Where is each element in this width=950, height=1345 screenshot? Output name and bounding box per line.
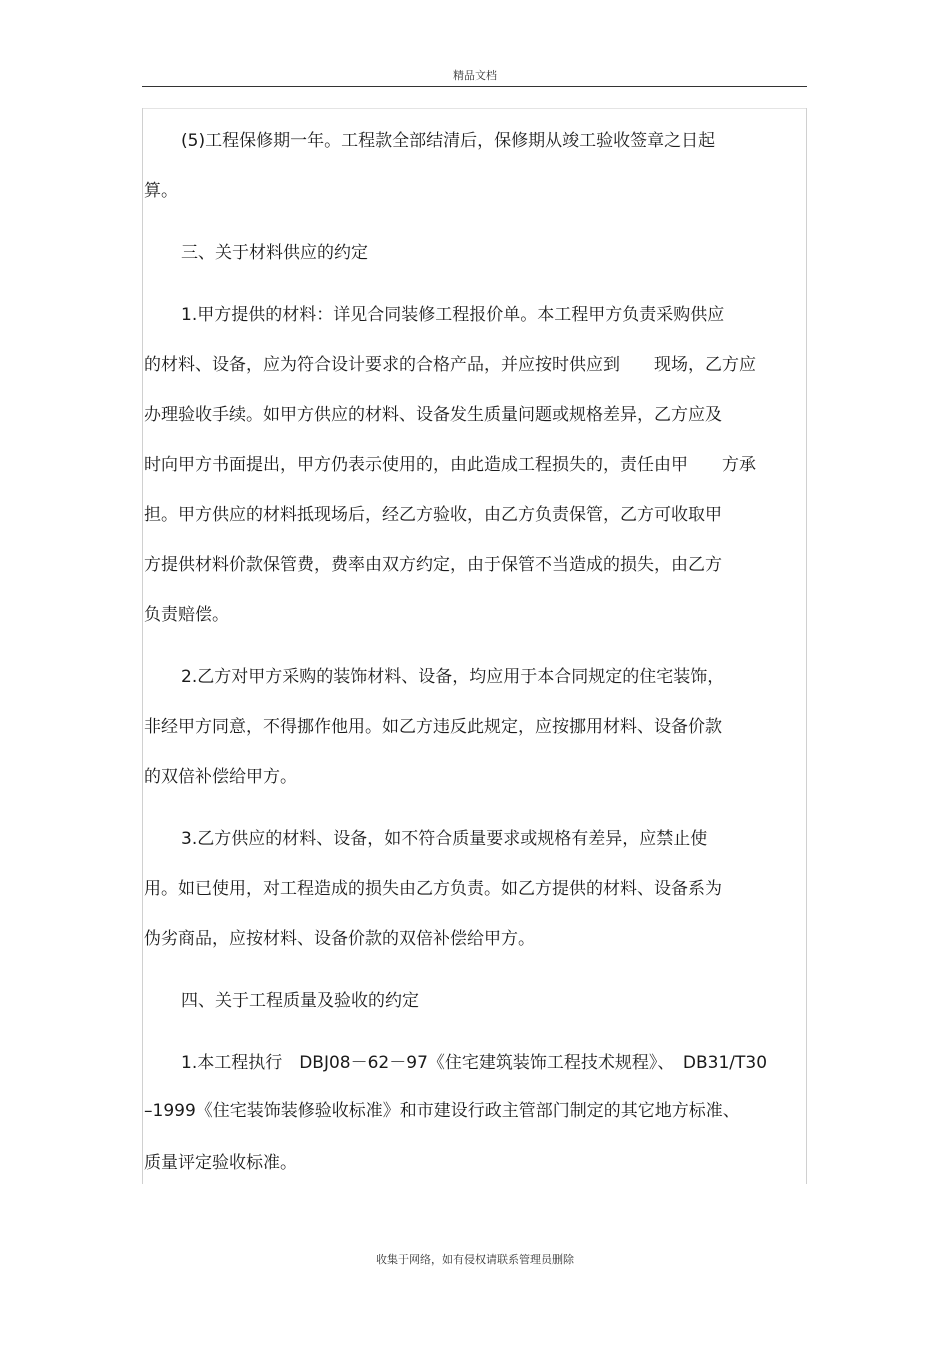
text-line: 1.本工程执行 DBJ08－62－97《住宅建筑装饰工程技术规程》、 DB31/T30	[181, 1053, 768, 1073]
content-frame-left	[142, 108, 143, 1184]
text-line: 非经甲方同意，不得挪作他用。如乙方违反此规定，应按挪用材料、设备价款	[144, 717, 722, 737]
header-rule	[142, 86, 807, 87]
page-footer: 收集于网络，如有侵权请联系管理员删除	[376, 1253, 574, 1266]
text-line: (5)工程保修期一年。工程款全部结清后，保修期从竣工验收签章之日起	[181, 131, 716, 151]
section-heading: 四、关于工程质量及验收的约定	[181, 991, 419, 1011]
text-line: 负责赔偿。	[144, 605, 229, 625]
text-line: –1999《住宅装饰装修验收标准》和市建设行政主管部门制定的其它地方标准、	[144, 1101, 740, 1121]
text-line: 方提供材料价款保管费，费率由双方约定，由于保管不当造成的损失，由乙方	[144, 555, 722, 575]
text-line: 的材料、设备，应为符合设计要求的合格产品，并应按时供应到 现场，乙方应	[144, 355, 756, 375]
text-line: 算。	[144, 181, 178, 201]
text-line: 伪劣商品，应按材料、设备价款的双倍补偿给甲方。	[144, 929, 535, 949]
content-frame-top	[142, 108, 807, 109]
text-line: 办理验收手续。如甲方供应的材料、设备发生质量问题或规格差异，乙方应及	[144, 405, 722, 425]
text-line: 时向甲方书面提出，甲方仍表示使用的，由此造成工程损失的，责任由甲 方承	[144, 455, 756, 475]
text-line: 3.乙方供应的材料、设备，如不符合质量要求或规格有差异，应禁止使	[181, 829, 708, 849]
text-line: 的双倍补偿给甲方。	[144, 767, 297, 787]
section-heading: 三、关于材料供应的约定	[181, 243, 368, 263]
text-line: 2.乙方对甲方采购的装饰材料、设备，均应用于本合同规定的住宅装饰，	[181, 667, 725, 687]
text-line: 担。甲方供应的材料抵现场后，经乙方验收，由乙方负责保管，乙方可收取甲	[144, 505, 722, 525]
page-header: 精品文档	[453, 69, 497, 82]
text-line: 质量评定验收标准。	[144, 1153, 297, 1173]
content-frame-right	[806, 108, 807, 1184]
text-line: 用。如已使用，对工程造成的损失由乙方负责。如乙方提供的材料、设备系为	[144, 879, 722, 899]
text-line: 1.甲方提供的材料：详见合同装修工程报价单。本工程甲方负责采购供应	[181, 305, 725, 325]
